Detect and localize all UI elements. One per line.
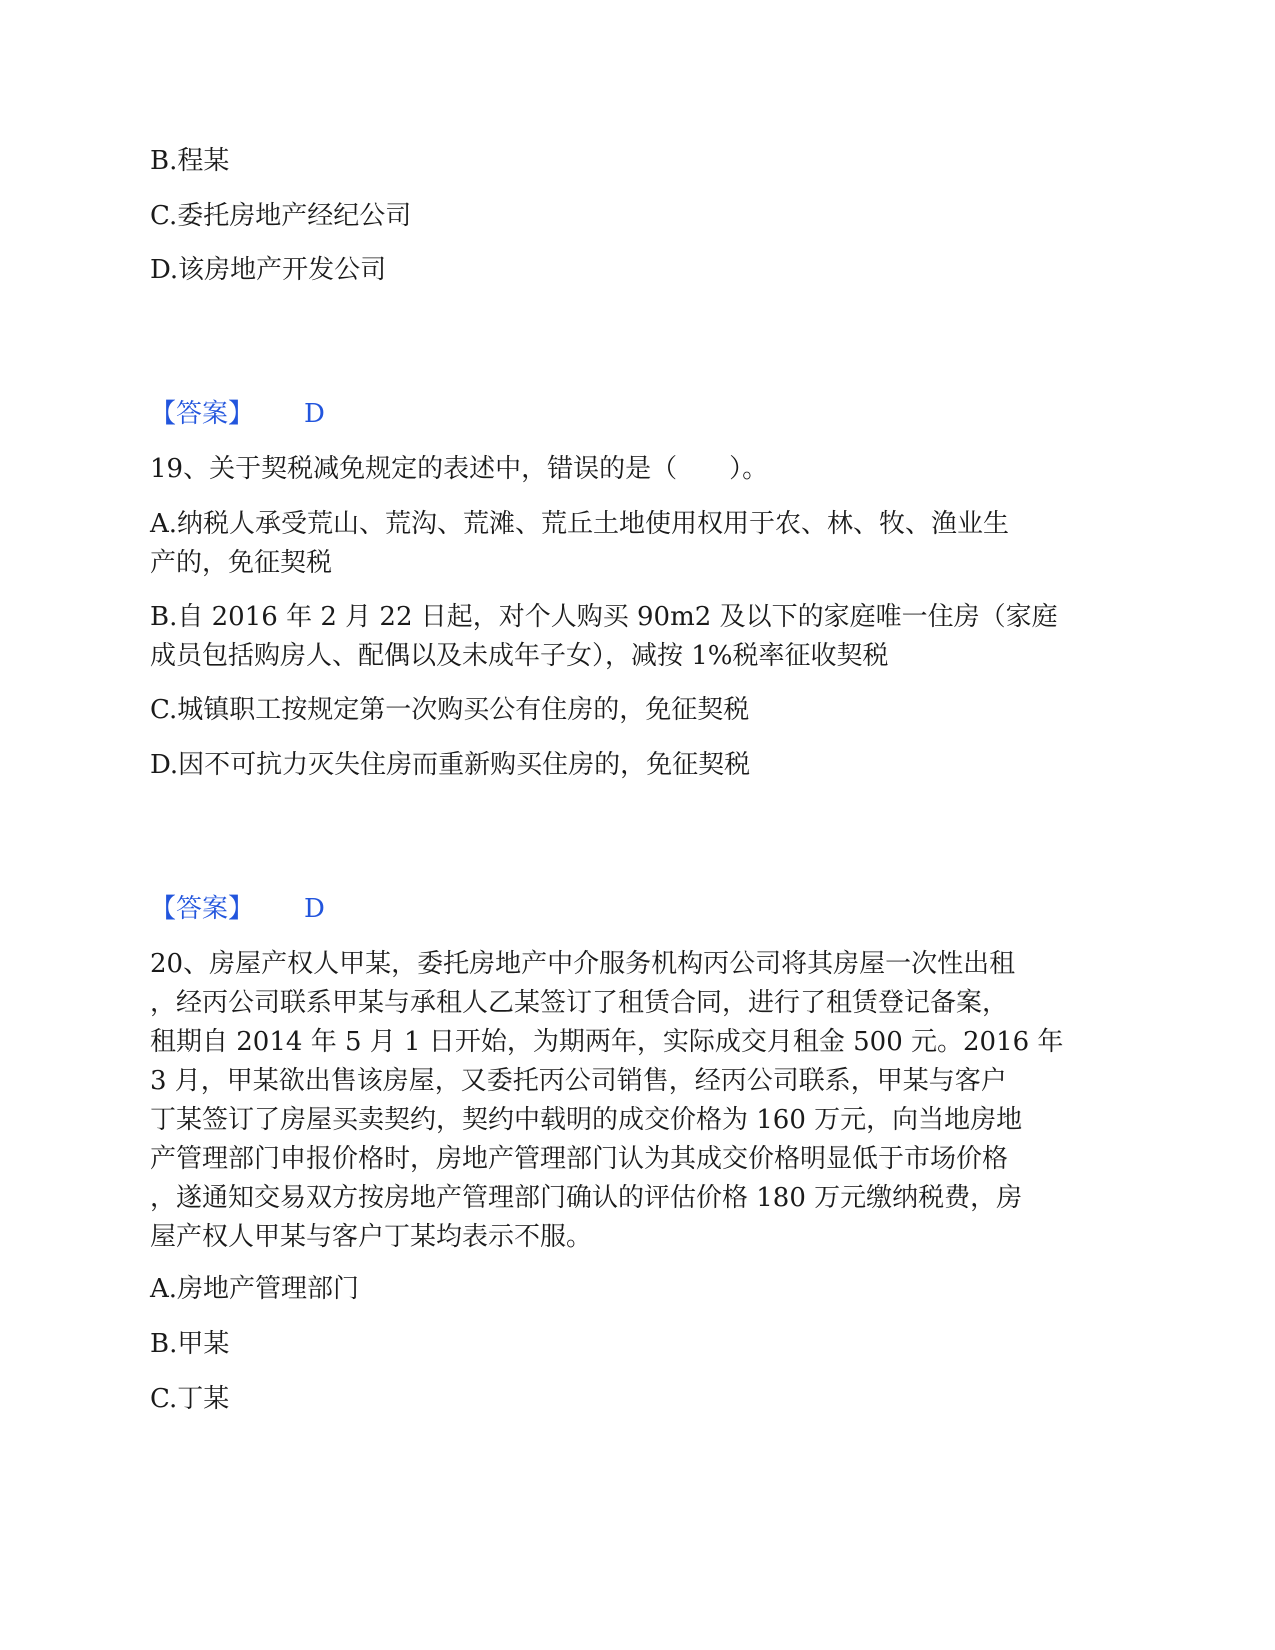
q20-option-a: A.房地产管理部门 bbox=[150, 1274, 360, 1304]
answer-label: 【答案】 bbox=[150, 399, 255, 429]
q20-stem-line-2: ，经丙公司联系甲某与承租人乙某签订了租赁合同，进行了租赁登记备案， bbox=[150, 988, 1009, 1018]
q20-stem-line-7: ，遂通知交易双方按房地产管理部门确认的评估价格 180 万元缴纳税费，房 bbox=[150, 1183, 1023, 1213]
answer-block-2 bbox=[150, 890, 325, 928]
q20-stem-line-3: 租期自 2014 年 5 月 1 日开始，为期两年，实际成交月租金 500 元。2016 年 bbox=[150, 1027, 1064, 1057]
q19-option-a-line-2: 产的，免征契税 bbox=[150, 548, 333, 578]
q18-option-d: D.该房地产开发公司 bbox=[150, 255, 387, 285]
q19-option-b-line-2: 成员包括购房人、配偶以及未成年子女），减按 1%税率征收契税 bbox=[150, 641, 889, 671]
q20-stem-line-8: 屋产权人甲某与客户丁某均表示不服。 bbox=[150, 1222, 593, 1252]
q19-stem: 19、关于契税减免规定的表述中，错误的是（ ）。 bbox=[150, 454, 769, 484]
q19-option-c: C.城镇职工按规定第一次购买公有住房的，免征契税 bbox=[150, 695, 750, 725]
q19-option-d: D.因不可抗力灭失住房而重新购买住房的，免征契税 bbox=[150, 750, 751, 780]
q19-option-b bbox=[150, 598, 1110, 676]
q19-option-b-line-1: B.自 2016 年 2 月 22 日起，对个人购买 90m2 及以下的家庭唯一住房（家庭 bbox=[150, 602, 1058, 632]
q18-option-c: C.委托房地产经纪公司 bbox=[150, 201, 412, 231]
q20-stem-line-6: 产管理部门申报价格时，房地产管理部门认为其成交价格明显低于市场价格 bbox=[150, 1144, 1009, 1174]
q18-option-b: B.程某 bbox=[150, 146, 230, 176]
q19-option-a bbox=[150, 505, 1110, 583]
answer-value: D bbox=[304, 399, 325, 429]
answer-label: 【答案】 bbox=[150, 894, 255, 924]
q20-stem-line-5: 丁某签订了房屋买卖契约，契约中载明的成交价格为 160 万元，向当地房地 bbox=[150, 1105, 1023, 1135]
answer-value: D bbox=[304, 894, 325, 924]
q20-option-b: B.甲某 bbox=[150, 1329, 230, 1359]
q20-stem-line-1: 20、房屋产权人甲某，委托房地产中介服务机构丙公司将其房屋一次性出租 bbox=[150, 949, 1016, 979]
answer-block-1 bbox=[150, 395, 325, 433]
q20-stem bbox=[150, 945, 1110, 1257]
q19-option-a-line-1: A.纳税人承受荒山、荒沟、荒滩、荒丘土地使用权用于农、林、牧、渔业生 bbox=[150, 509, 1010, 539]
q20-stem-line-4: 3 月，甲某欲出售该房屋，又委托丙公司销售，经丙公司联系，甲某与客户 bbox=[150, 1066, 1007, 1096]
q20-option-c: C.丁某 bbox=[150, 1384, 230, 1414]
